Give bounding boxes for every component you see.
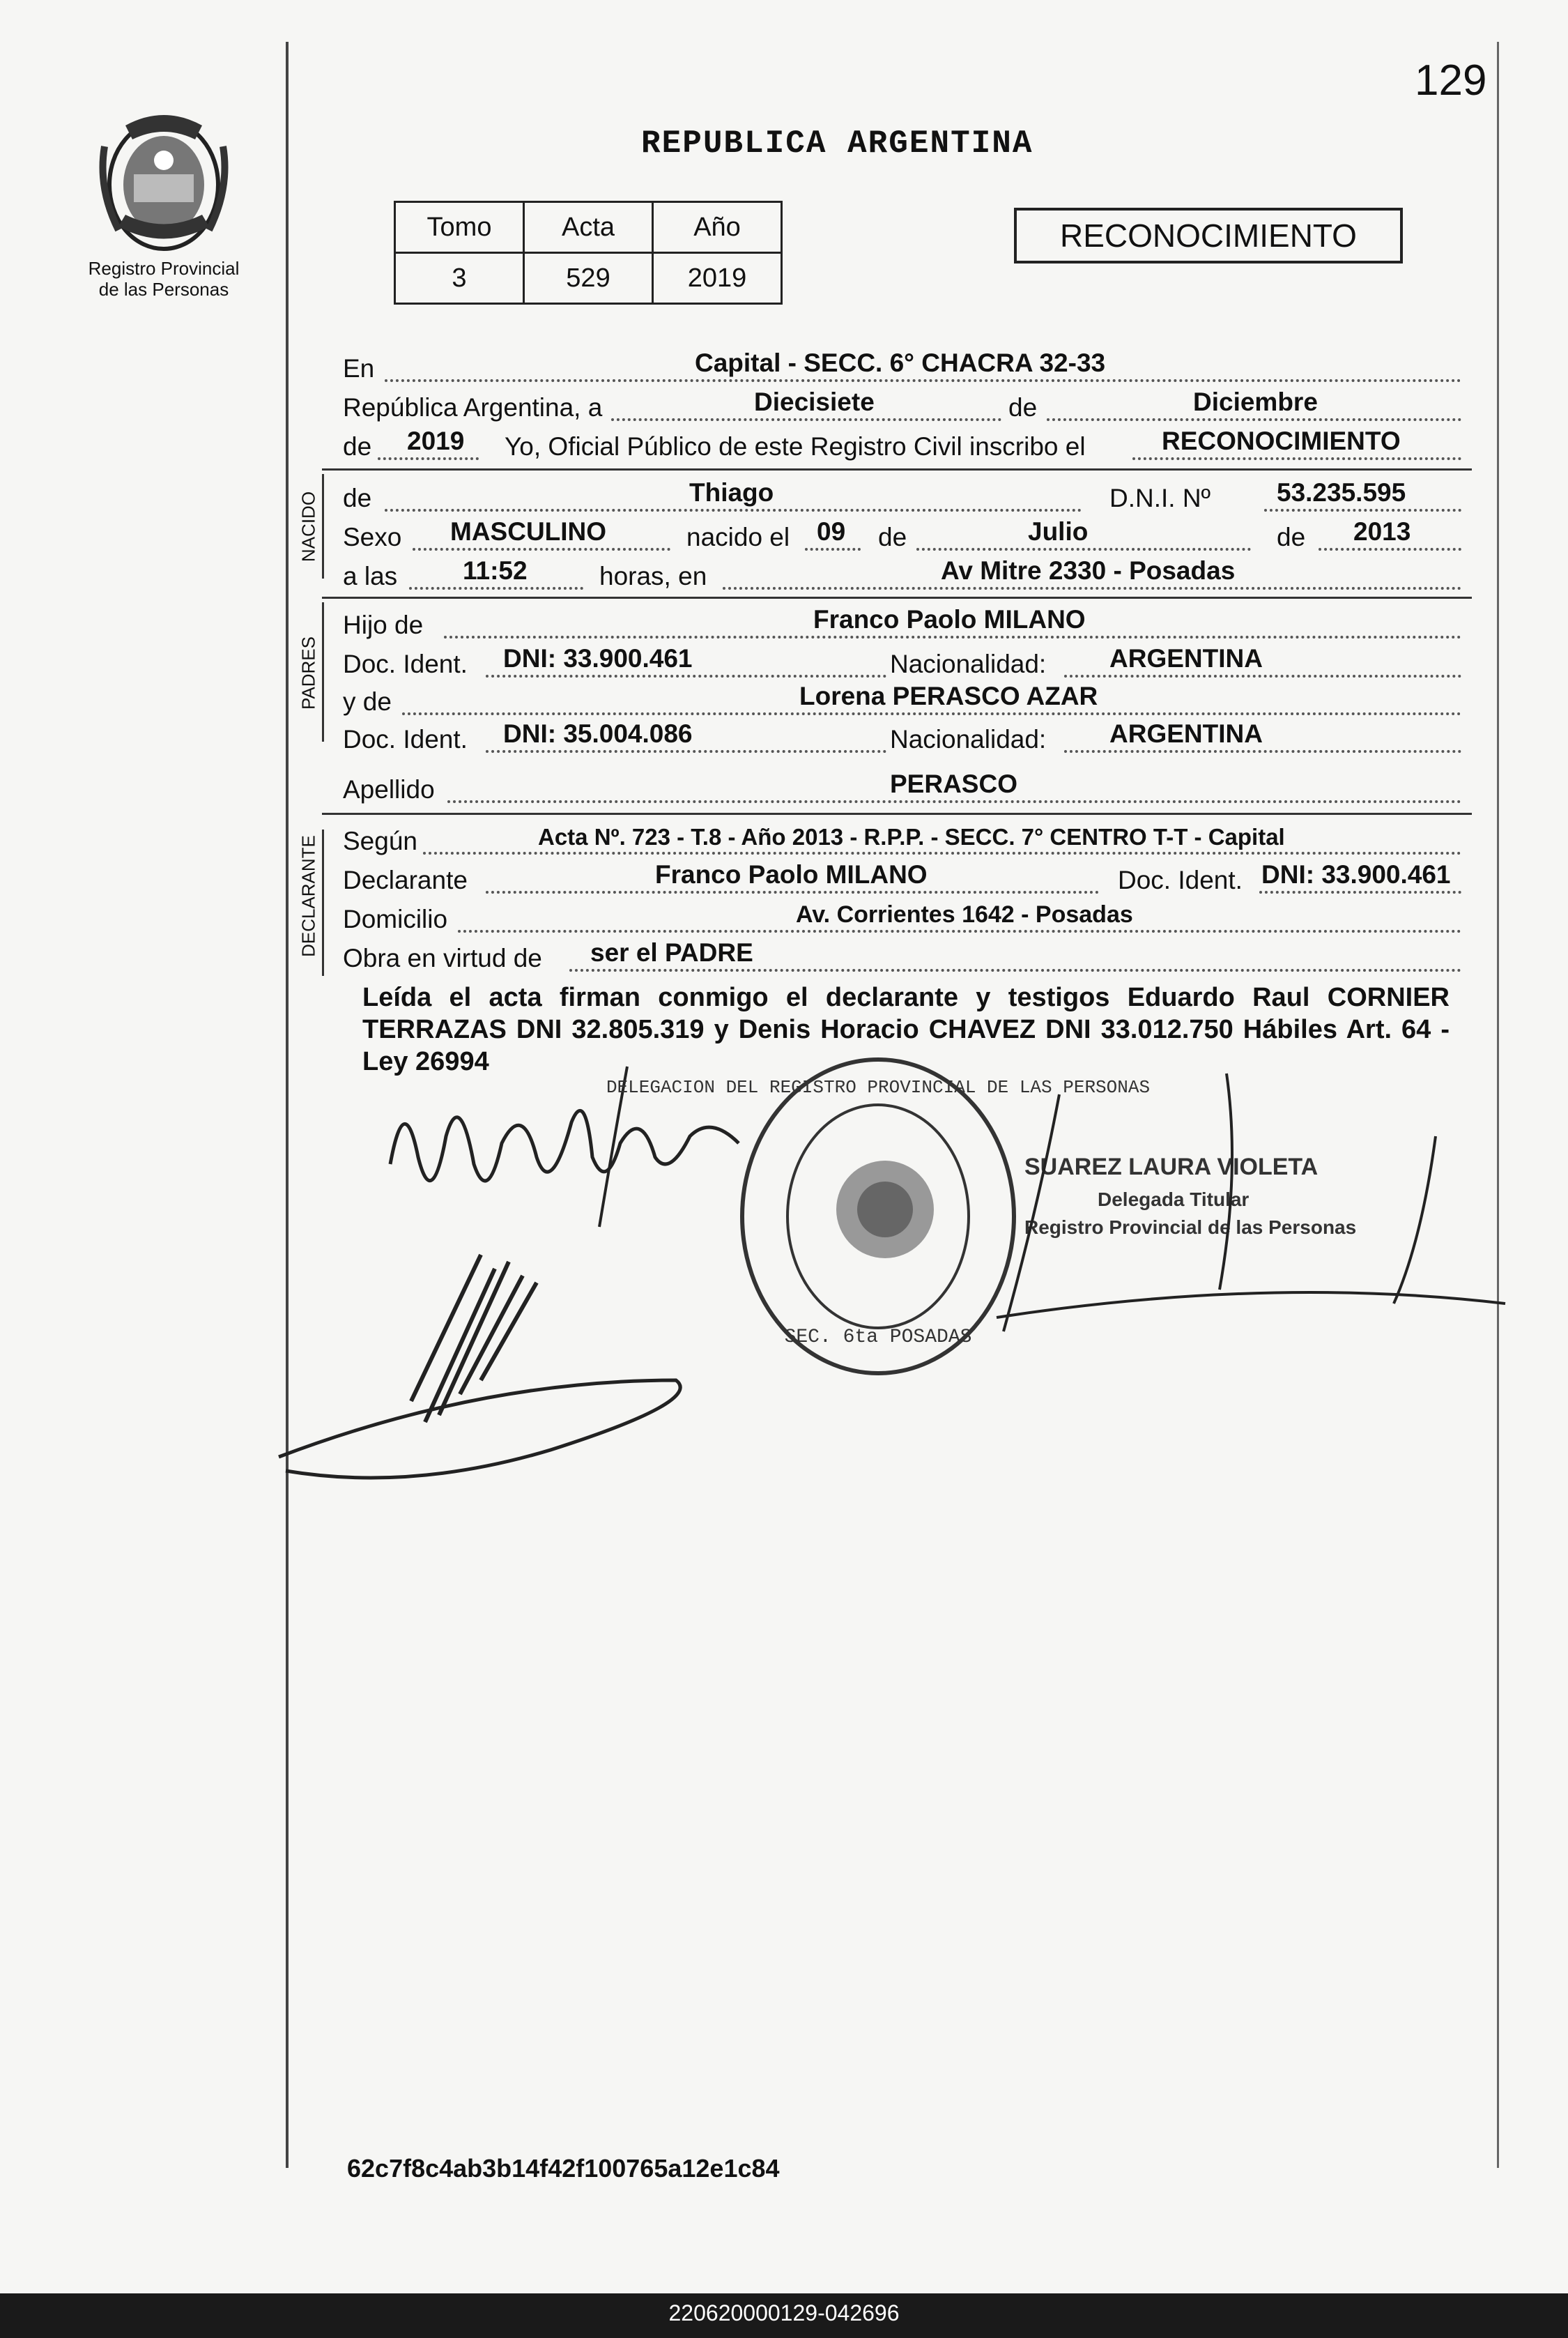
anio-header: Año bbox=[653, 202, 782, 253]
row-fecha bbox=[343, 388, 1465, 425]
en-value: Capital - SECC. 6° CHACRA 32-33 bbox=[695, 349, 1106, 377]
row-declarante bbox=[343, 860, 1465, 898]
padre-value: Franco Paolo MILANO bbox=[813, 605, 1086, 634]
nombre-label: de bbox=[343, 484, 372, 512]
en-label: En bbox=[343, 354, 375, 383]
mes-value: Diciembre bbox=[1193, 388, 1318, 416]
madre-value: Lorena PERASCO AZAR bbox=[799, 682, 1098, 710]
declarante-value: Franco Paolo MILANO bbox=[655, 860, 928, 889]
domicilio-value: Av. Corrientes 1642 - Posadas bbox=[796, 901, 1133, 928]
obra-label: Obra en virtud de bbox=[343, 944, 542, 972]
segun-label: Según bbox=[343, 827, 417, 855]
nac-de2: de bbox=[1277, 523, 1306, 551]
row-hora bbox=[343, 556, 1465, 594]
tomo-header: Tomo bbox=[395, 202, 524, 253]
nac-mes: Julio bbox=[1028, 517, 1089, 546]
decl-doc-label: Doc. Ident. bbox=[1118, 866, 1243, 894]
signature-testigo bbox=[272, 1241, 704, 1506]
official-role: Delegada Titular bbox=[1098, 1189, 1250, 1210]
apellido-value: PERASCO bbox=[890, 770, 1017, 798]
decl-doc-value: DNI: 33.900.461 bbox=[1261, 860, 1451, 889]
row-nombre bbox=[343, 478, 1465, 516]
seal-inner-text: SEC. 6ta POSADAS bbox=[784, 1327, 972, 1348]
registry-name bbox=[70, 258, 258, 300]
signature-official bbox=[990, 1067, 1512, 1359]
nac-anio: 2013 bbox=[1353, 517, 1411, 546]
document-type-box: RECONOCIMIENTO bbox=[1014, 208, 1403, 263]
provincia-misiones-crest-icon bbox=[91, 105, 237, 258]
side-label-nacido: NACIDO bbox=[298, 491, 319, 563]
anio-value-text: 2019 bbox=[407, 427, 465, 455]
madre-nac-value: ARGENTINA bbox=[1109, 719, 1263, 748]
document-title: REPUBLICA ARGENTINA bbox=[641, 125, 1033, 162]
dia-value: Diecisiete bbox=[754, 388, 875, 416]
sexo-label: Sexo bbox=[343, 523, 402, 551]
acta-value: 529 bbox=[524, 253, 653, 304]
inscribe-value: RECONOCIMIENTO bbox=[1162, 427, 1401, 455]
row-segun bbox=[343, 821, 1465, 859]
nac-de1: de bbox=[878, 523, 907, 551]
padre-doc-label: Doc. Ident. bbox=[343, 650, 468, 678]
hora-label: a las bbox=[343, 562, 398, 590]
domicilio-label: Domicilio bbox=[343, 905, 448, 933]
madre-nac-label: Nacionalidad: bbox=[890, 725, 1047, 754]
row-padre-doc bbox=[343, 644, 1465, 682]
madre-doc-label: Doc. Ident. bbox=[343, 725, 468, 754]
sexo-value: MASCULINO bbox=[450, 517, 607, 546]
dni-value: 53.235.595 bbox=[1277, 478, 1406, 507]
registry-seal-stamp bbox=[606, 1049, 1151, 1384]
nombre-value: Thiago bbox=[689, 478, 774, 507]
madre-doc-value: DNI: 35.004.086 bbox=[503, 719, 693, 748]
row-obra bbox=[343, 938, 1465, 976]
republica-label: República Argentina, a bbox=[343, 393, 603, 422]
tomo-value: 3 bbox=[395, 253, 524, 304]
obra-value: ser el PADRE bbox=[590, 938, 753, 967]
official-office: Registro Provincial de las Personas bbox=[1024, 1216, 1357, 1238]
row-madre-doc bbox=[343, 719, 1465, 757]
hijo-label: Hijo de bbox=[343, 611, 424, 639]
nacido-label: nacido el bbox=[686, 523, 790, 551]
acta-header: Acta bbox=[524, 202, 653, 253]
horas-en-label: horas, en bbox=[599, 562, 707, 590]
padre-doc-value: DNI: 33.900.461 bbox=[503, 644, 693, 673]
apellido-label: Apellido bbox=[343, 775, 435, 804]
page-number: 129 bbox=[1415, 56, 1487, 105]
tomo-acta-anio-table bbox=[394, 201, 783, 305]
footer-code: 220620000129-042696 bbox=[668, 2300, 900, 2325]
row-en bbox=[343, 349, 1465, 386]
lugar-value: Av Mitre 2330 - Posadas bbox=[941, 556, 1236, 585]
row-domicilio bbox=[343, 899, 1465, 937]
nac-dia: 09 bbox=[817, 517, 846, 546]
hora-value: 11:52 bbox=[463, 556, 528, 585]
row-madre bbox=[343, 682, 1465, 719]
left-margin-line bbox=[286, 42, 289, 2168]
declarante-label: Declarante bbox=[343, 866, 468, 894]
side-label-declarante: DECLARANTE bbox=[298, 835, 319, 957]
oficial-text: Yo, Oficial Público de este Registro Civil inscribo el bbox=[505, 432, 1086, 461]
padre-nac-value: ARGENTINA bbox=[1109, 644, 1263, 673]
anio-prefix: de bbox=[343, 432, 372, 461]
row-sexo bbox=[343, 517, 1465, 555]
registry-name-line2: de las Personas bbox=[98, 279, 229, 300]
padre-nac-label: Nacionalidad: bbox=[890, 650, 1047, 678]
row-hijo bbox=[343, 605, 1465, 643]
de-label: de bbox=[1008, 393, 1038, 422]
official-name: SUAREZ LAURA VIOLETA bbox=[1024, 1154, 1319, 1180]
segun-value: Acta Nº. 723 - T.8 - Año 2013 - R.P.P. - SECC. 7° CENTRO T-T - Capital bbox=[538, 824, 1285, 850]
row-inscribe bbox=[343, 427, 1465, 464]
dni-label: D.N.I. Nº bbox=[1109, 484, 1211, 512]
closing-statement: Leída el acta firman conmigo el declarante y testigos Eduardo Raul CORNIER TERRAZAS DNI 32.805.319 y Denis Horacio CHAVEZ DNI 33.012.750 Hábiles Art. 64 - Ley 26994 bbox=[362, 983, 1450, 1076]
row-apellido bbox=[343, 770, 1465, 807]
document-hash: 62c7f8c4ab3b14f42f100765a12e1c84 bbox=[347, 2154, 780, 2183]
seal-ring-text: DELEGACION DEL REGISTRO PROVINCIAL DE LAS PERSONAS bbox=[606, 1077, 1151, 1098]
registry-name-line1: Registro Provincial bbox=[88, 258, 240, 279]
anio-value: 2019 bbox=[653, 253, 782, 304]
side-label-padres: PADRES bbox=[298, 636, 319, 710]
yde-label: y de bbox=[343, 687, 392, 716]
